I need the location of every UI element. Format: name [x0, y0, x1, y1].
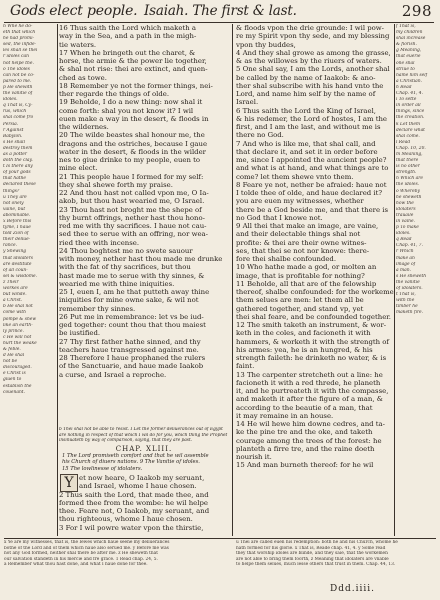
verse-line: thei shal feare, and be confounded together.: [236, 312, 391, 321]
margin-note-line: i To sette: [396, 97, 417, 103]
margin-note-line: shal come.: [396, 133, 420, 139]
margin-note-line: told Zion of: [3, 231, 29, 237]
margin-note-line: things?: [3, 188, 20, 194]
verse-line: ke the pine tre and the oke, and taketh: [236, 428, 373, 437]
margin-note-line: is no other: [396, 164, 420, 170]
margin-note-line: c He will not: [3, 334, 32, 340]
verse-line: tie waters.: [59, 40, 97, 49]
margin-note-line: strength.: [396, 170, 417, 176]
margin-note-line: f That is,: [396, 24, 416, 29]
left-margin-rule: [57, 24, 58, 536]
verse-line: that declare it, and set it in order before: [236, 147, 378, 156]
verse-line: profite: & thei are their owne witnes-: [236, 238, 367, 247]
verse-line: water in the desert, & floods in the wilder: [59, 147, 206, 156]
margin-note-line: of all coun-: [3, 267, 28, 273]
verse-line: 4 And they shal growe as among the grasse,: [236, 48, 391, 57]
margin-note-line: declared these: [3, 182, 36, 188]
verse-line: keth in the coles, and facioneth it with: [236, 329, 371, 338]
margin-note-line: s He sheweth: [396, 273, 427, 279]
margin-note-line: maketh fire.: [396, 310, 424, 316]
margin-note-line: tyme, I haue: [3, 225, 31, 231]
verse-line: & as the willowes by the riuers of waters.: [236, 57, 382, 65]
margin-note-line: not helpe thẽ.: [3, 60, 34, 66]
margin-note-line: n Which are: [396, 176, 423, 182]
verse-line: faint.: [236, 362, 255, 371]
margin-note-line: r idoles can: [3, 54, 29, 60]
margin-note-line: can not be cõ-: [3, 72, 35, 78]
verse-line: thereof, shalbe confounded: for the workeme: [236, 288, 394, 296]
margin-note-line: hurt the weake: [3, 340, 37, 346]
margin-note-line: eth that which: [3, 30, 36, 36]
margin-note-line: q That is, Cy-: [3, 103, 33, 109]
page-number: 298: [401, 2, 432, 20]
margin-note-line: shal come frõ: [3, 115, 34, 121]
margin-note-line: r Which: [396, 249, 414, 255]
margin-note-line: trauaile: [396, 212, 414, 218]
margin-note-line: Chap. 10, 20.: [396, 145, 426, 151]
verse-line: with money, nether hast thou made me drunke: [59, 255, 223, 263]
verse-line: 21 This people haue I formed for my self:: [59, 172, 204, 181]
margin-note-line: their deliue-: [3, 237, 31, 243]
verse-line: horse, the armie & the power lie together,: [59, 57, 207, 65]
verse-line: it, and he purtreateth it with the compasse,: [236, 387, 389, 395]
margin-note-line: like an earth-: [3, 322, 33, 328]
verse-line: facioneth it with a red threde, he planeth: [236, 378, 381, 387]
margin-note-line: name him self: [396, 72, 428, 78]
footnotes-right: [236, 540, 436, 568]
margin-note-line: things, since: [396, 109, 425, 115]
verse-line: 10 Who hathe made a god, or molten an: [236, 263, 377, 272]
verse-line: vpon thy buddes,: [236, 40, 296, 49]
margin-note-line: striue to: [396, 66, 415, 72]
verse-line: 19 Beholde, I do a new thing: now shal it: [59, 98, 203, 107]
header-center-title: Isaiah. The first & last.: [144, 3, 297, 19]
verse-line: & his redemer, the Lord of hostes, I am the: [236, 114, 387, 123]
margin-note-line: of idolaters.: [396, 286, 423, 292]
column-divider: [232, 24, 233, 536]
margin-note-line: he sheweth: [396, 194, 422, 200]
verse-line: hast made me to serue with thy sinnes, &: [59, 271, 205, 280]
verse-line: no God that I knowe not.: [236, 213, 323, 222]
verse-line: sed thee to serue with an offring, nor wea-: [59, 230, 208, 239]
margin-note-line: p To make: [396, 225, 419, 231]
margin-note-line: h Read: [396, 84, 412, 90]
verse-line: hammers, & worketh it with the strength of: [236, 337, 389, 346]
margin-note-line: he had promi-: [3, 36, 35, 42]
note-line: b Thei shal not be able to resist. I Let the former deliuerances out of Egypt: [59, 427, 223, 432]
footnote-line: x Ye are my witnesses, that is, the Iewes which haue seene my deliuerances: [4, 540, 170, 545]
left-text-column: [59, 24, 229, 424]
drop-capital: Y: [60, 474, 78, 492]
verse-line: 15 And man burneth thereof: for he wil: [236, 461, 374, 470]
summary-line: 15 The lowlinesse of idolaters.: [62, 465, 143, 472]
margin-note-line: o Whereby: [396, 188, 420, 194]
chapter-42-notes: [59, 427, 229, 444]
margin-note-line: idolaters: [396, 206, 416, 212]
verse-line: nourish it.: [236, 453, 272, 461]
verse-line: mine elect.: [59, 164, 98, 173]
margin-note-line: g Meaning,: [396, 48, 422, 54]
margin-note-line: p He shewith: [3, 84, 33, 90]
verse-line: courage among the trees of the forest: he: [236, 436, 382, 445]
verse-line: nes to giue drinke to my people, euen to: [59, 156, 201, 164]
margin-note-line: vaine, but: [3, 206, 26, 212]
margin-note-line: establish the: [3, 383, 32, 389]
footnote-rule: [4, 538, 436, 539]
margin-note-line: destroy them: [3, 145, 33, 151]
verse-line: with the fat of thy sacrifices, but thou: [59, 263, 191, 272]
verse-line: 7 And who is like me, that shal call, and: [236, 139, 376, 148]
verse-line: 12 The smith taketh an instrument, & wor-: [236, 321, 387, 329]
verse-line: 22 And thou hast not called vpon me, O Ia-: [59, 189, 209, 197]
margin-note-line: q Read: [396, 237, 412, 243]
margin-note-line: the vanitie of: [3, 91, 33, 97]
margin-note-line: but winde.: [3, 292, 27, 298]
margin-note-line: Chap. 41, 7.: [396, 243, 423, 249]
margin-note-line: x Before this: [3, 219, 32, 224]
margin-note-line: Babylon.: [3, 133, 23, 139]
verse-line: ried thee with incense.: [59, 238, 140, 247]
left-marginal-notes: [3, 24, 58, 534]
margin-note-line: one shal: [396, 60, 415, 66]
verse-line: wearied me with thine iniquities.: [59, 279, 175, 288]
verse-line: remember thy sinnes.: [59, 304, 136, 313]
right-text-column: [236, 24, 396, 538]
footnote-line: bothe of the Lord and of them which haue also serued me. y Before me was: [4, 545, 169, 551]
verse-line: and what is at hand, and what things are to: [236, 164, 389, 173]
footnote-line: to helpe them selues, much lesse others that trust in them. Chap. 44, 13.: [236, 562, 396, 567]
verse-line: 25 I, euen I, am he that putteth away thine: [59, 288, 210, 296]
footnote-line: hath formed for his glorie. x That is, Reade chap. 41, 4. y Some read: [236, 545, 386, 551]
margin-note-line: make an: [396, 255, 415, 261]
note-line: insinuateth by way of comparison, saying, that they are past.: [59, 438, 193, 443]
margin-note-line: in order all: [396, 103, 421, 109]
margin-note-line: workes are: [3, 286, 28, 292]
verse-line: be called by the name of Iaakob: & ano-: [236, 73, 376, 82]
verse-line: re my Spirit vpon thy sede, and my blessing: [236, 32, 390, 41]
verse-line: ther shal subscribe with his hand vnto the: [236, 81, 384, 90]
summary-line: 1 The Lord promiseth comfort and that he wil assemble: [62, 453, 209, 459]
verse-line: you are euen my witnesses, whether: [236, 197, 364, 206]
verse-line: 9 All thei that make an image, are vaine,: [236, 222, 379, 230]
margin-note-line: a man.: [396, 267, 412, 273]
verse-line: iniquities for mine owne sake, & wil not: [59, 296, 199, 305]
verse-line: be iustified.: [59, 329, 101, 338]
verse-line: 13 The carpenter stretcheth out a line: he: [236, 370, 383, 379]
chapter-heading: CHAP. XLIII.: [115, 445, 173, 453]
margin-note-line: & feble.: [3, 346, 21, 352]
margin-note-line: that there: [396, 158, 419, 164]
margin-note-line: Persia.: [3, 121, 19, 127]
running-header: [4, 2, 434, 23]
chapter-43-text: [59, 474, 229, 532]
verse-line: 28 Therefore I haue prophaned the rulers: [59, 354, 206, 362]
verse-line: and maketh it after the figure of a man, &: [236, 395, 383, 404]
verse-line: and Israel, whome I haue chosen.: [79, 482, 197, 491]
margin-note-line: d He shal: [3, 353, 25, 359]
margin-note-line: with the: [396, 298, 415, 304]
verse-line: 11 Beholde, all that are of the felowship: [236, 279, 377, 288]
margin-note-line: les shall se thei: [3, 48, 38, 54]
margin-note-line: shal increase: [396, 36, 426, 42]
margin-note-line: sed, the infide-: [3, 42, 37, 48]
verse-line: come forth: shal you not know it? I wil: [59, 106, 194, 115]
margin-note-line: Chap. 41, 4.: [396, 91, 423, 97]
verse-line: planteth a firre tre, and the raine doeth: [236, 444, 375, 453]
margin-note-line: that idolaters: [3, 255, 33, 261]
margin-note-line: rance.: [3, 243, 17, 249]
verse-line: thee. Feare not, O Iaakob, my seruant, and: [59, 507, 210, 515]
margin-note-line: ly prince.: [3, 328, 24, 334]
verse-line: 23 Thou hast not broght me the shepe of: [59, 205, 202, 214]
verse-line: image, that is profitable for nothing?: [236, 271, 365, 280]
verse-line: 8 Feare ye not, nether be afraied: haue not: [236, 180, 387, 189]
verse-line: 24 Thou boghtest me no swete sauour: [59, 246, 193, 255]
margin-note-line: timber he: [396, 304, 418, 310]
verse-line: 3 For I wil powre water vpon the thirstie,: [59, 523, 204, 532]
verse-line: the wildernes.: [59, 123, 109, 131]
verse-line: 5 One shal say, I am the Lords, another shal: [236, 65, 390, 74]
verse-line: teachers haue transgressed against me.: [59, 345, 199, 354]
margin-note-line: pompe & shew: [3, 316, 37, 322]
margin-note-line: a Christian.: [396, 78, 422, 84]
verse-line: thou righteous, whome I haue chosen.: [59, 515, 193, 524]
verse-line: thy burnt offrings, nether hast thou hono-: [59, 213, 205, 222]
margin-note-line: come with: [3, 310, 27, 316]
margin-note-line: abominable.: [3, 212, 31, 218]
verse-line: 26 Put me in remembrance: let vs be iud-: [59, 312, 204, 321]
margin-note-line: the idoles.: [396, 182, 420, 188]
footnote-line: a Remember what thou hast done, and what I haue done for thee.: [4, 562, 148, 567]
verse-line: Lord, and name him self by the name of: [236, 90, 376, 98]
verse-line: of the Sanctuarie, and haue made Iaakob: [59, 362, 204, 371]
margin-note-line: sel & wisdome.: [3, 273, 37, 279]
verse-line: 18 Remember ye not the former things, nei-: [59, 81, 213, 90]
verse-line: & shal not rise: thei are extinct, and quen-: [59, 65, 208, 74]
verse-line: 14 He wil hewe him downe cedres, and ta-: [236, 420, 385, 428]
margin-note-line: k Let them: [396, 121, 421, 127]
margin-note-line: my children: [396, 30, 423, 36]
verse-line: ged together: count thou that thou maiest: [59, 321, 206, 329]
verse-line: I tolde thee of olde, and haue declared it?: [236, 189, 383, 197]
margin-note-line: discouraged.: [3, 365, 32, 371]
footnote-line: they that worship idoles are blinde, and they saie, that the workemen: [236, 551, 388, 556]
verse-line: 2 Thus saith the Lord, that made thee, and: [59, 490, 209, 499]
chapter-summary: [62, 453, 228, 472]
footnote-line: not any God formed, neither shal there be after me. z He sheweth that: [4, 551, 158, 556]
footnote-line: u Thei are called euen his redemption: both he and his Church, whome he: [236, 540, 398, 545]
verse-line: them selues are men: let them all be: [236, 296, 364, 305]
verse-line: me, since I appointed the auncient people?: [236, 156, 387, 164]
verse-line: gathered together, and stand vp, yet: [236, 304, 364, 313]
verse-line: 17 When he bringeth out the charet, &: [59, 48, 196, 57]
verse-line: there no God.: [236, 131, 284, 140]
verse-line: first, and I am the last, and without me is: [236, 123, 381, 131]
verse-line: ther regarde the things of olde.: [59, 90, 170, 98]
verse-line: formed thee from the wombe: he wil helpe: [59, 498, 208, 507]
summary-line: his Church of diuers nations. 9 The Vanitie of idoles.: [62, 459, 200, 466]
verse-line: strength faileth: he drinketh no water, & is: [236, 354, 387, 362]
note-line: are nothing in respect of that which I wil do for you, which thing the Prophet: [59, 432, 228, 438]
verse-line: dragons and the ostriches, because I gaue: [59, 139, 208, 148]
margin-note-line: image of: [396, 261, 416, 267]
margin-note-line: not onely: [3, 200, 24, 206]
margin-note-line: m Meaning,: [396, 151, 423, 157]
margin-note-line: rus, which: [3, 109, 27, 115]
verse-line: 16 Thus saith the Lord which maketh a: [59, 24, 196, 32]
margin-note-line: s He shall: [3, 139, 25, 145]
verse-line: ses, that thei se not nor knowe: there-: [236, 246, 370, 255]
margin-note-line: couenant.: [3, 389, 25, 395]
verse-line: fore thei shalbe confounded.: [236, 255, 337, 263]
verse-line: they shal shewe forth my praise.: [59, 180, 173, 189]
margin-note-line: & florish.: [396, 42, 417, 48]
margin-note-line: y Shewing: [3, 249, 27, 255]
margin-note-line: z Their: [3, 279, 19, 285]
margin-note-line: in vaine.: [396, 219, 415, 224]
header-left-title: Gods elect people.: [10, 3, 138, 19]
verse-line: and their delectable things shal not: [236, 230, 361, 239]
verse-line: 27 Thy first father hathe sinned, and thy: [59, 337, 201, 346]
margin-note-line: that euerie: [396, 54, 421, 60]
margin-note-line: the vanitie: [396, 279, 420, 285]
verse-line: 6 Thus saith the Lord the King of Israel,: [236, 106, 376, 115]
verse-line: come? let them shewe vnto them.: [236, 172, 354, 181]
margin-note-line: t Is there any: [3, 164, 33, 170]
verse-line: et now heare, O Iaakob my seruant,: [79, 474, 205, 482]
margin-note-line: pared to me.: [3, 78, 32, 84]
margin-note-line: the creation.: [396, 115, 425, 121]
margin-note-line: declare what: [396, 127, 425, 133]
margin-note-line: that hathe: [3, 176, 27, 182]
margin-note-line: e Christ is: [3, 371, 26, 377]
margin-note-line: t That is,: [396, 292, 416, 298]
right-margin-rule: [394, 24, 395, 536]
margin-note-line: doth the clay.: [3, 158, 33, 164]
margin-note-line: n Whẽ he do-: [3, 24, 33, 29]
margin-note-line: are destitute: [3, 261, 32, 267]
verse-line: according to the beautie of a man, that: [236, 403, 373, 412]
margin-note-line: r Against: [3, 127, 24, 133]
margin-note-line: a Christ.: [3, 298, 23, 304]
verse-line: there be a God beside me, and that there is: [236, 205, 388, 214]
signature-mark: Ddd.iiii.: [330, 584, 375, 594]
margin-note-line: as a potter: [3, 151, 27, 157]
verse-line: akob, but thou hast wearied me, O Israel.: [59, 197, 205, 206]
footnotes-left: [4, 540, 230, 568]
margin-note-line: of your gods: [3, 170, 31, 176]
verse-line: euen make a way in the desert, & floods in: [59, 114, 209, 123]
verse-line: it may remaine in an house.: [236, 411, 334, 420]
verse-line: 20 The wilde beastes shal honour me, the: [59, 131, 205, 140]
margin-note-line: not be: [3, 359, 18, 365]
margin-note-line: idoles.: [3, 97, 18, 103]
margin-note-line: how the: [396, 200, 414, 206]
verse-line: ched as towe.: [59, 73, 107, 82]
verse-line: his armes: yea, he is an hungred, & his: [236, 345, 373, 354]
right-marginal-notes: [396, 24, 438, 534]
verse-line: Israel.: [236, 98, 259, 107]
footnote-line: our salvation standeth in his mercie and fre grace. 1 Read chap. 24, 5.: [4, 556, 158, 562]
margin-note-line: idoles.: [396, 231, 411, 237]
margin-note-line: o The idoles: [3, 66, 30, 72]
margin-note-line: giuen to: [3, 377, 22, 383]
margin-note-line: u They are: [3, 194, 27, 200]
margin-note-line: l Read: [396, 139, 411, 145]
verse-line: a curse, and Israel a reproche.: [59, 370, 167, 379]
verse-line: red me with thy sacrifices. I haue not cau-: [59, 222, 207, 230]
footnote-line: are not able to bring them foorth, z Meaning that idolaters are vnable: [236, 556, 389, 562]
verse-line: way in the Sea, and a path in the migh-: [59, 32, 197, 41]
verse-line: & floods vpon the drie grounde: I wil pow-: [236, 24, 385, 32]
margin-note-line: b He shal not: [3, 304, 33, 310]
